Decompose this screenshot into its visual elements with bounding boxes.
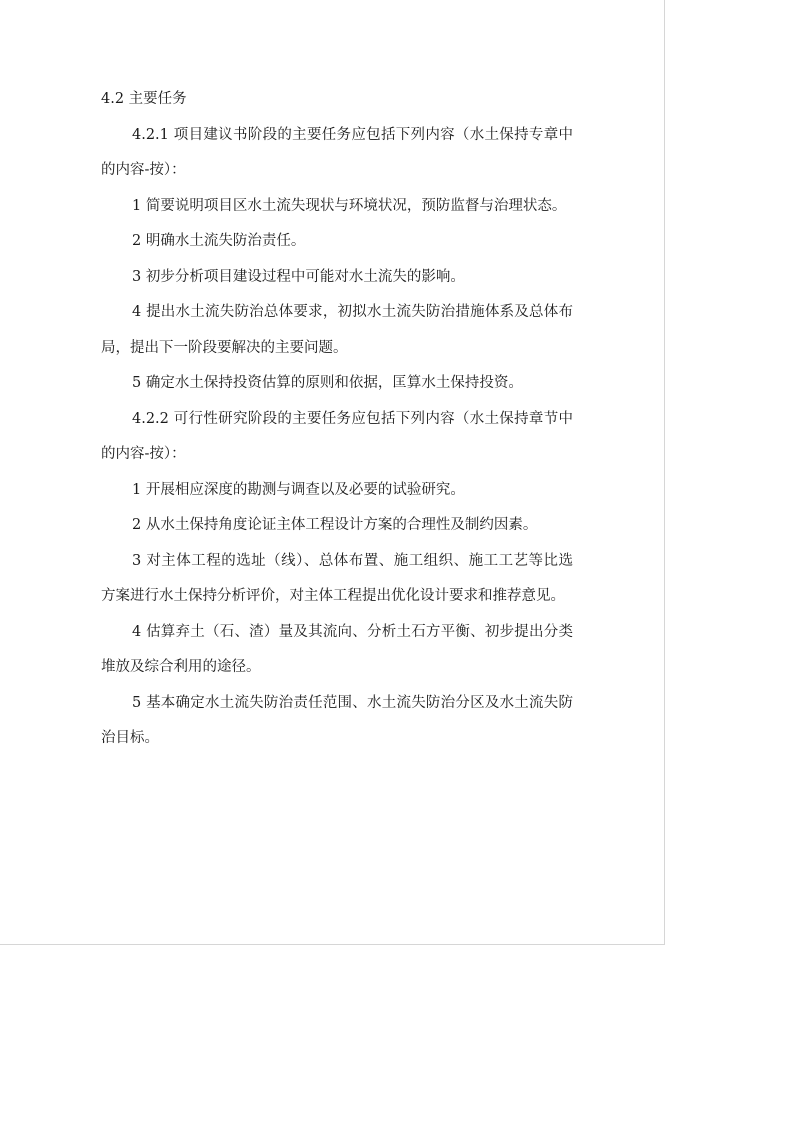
- paragraph-item: 4 提出水土流失防治总体要求，初拟水土流失防治措施体系及总体布局，提出下一阶段要解决的主要问题。: [101, 304, 573, 356]
- document-body: [101, 82, 573, 757]
- paragraph-item: 1 简要说明项目区水土流失现状与环境状况，预防监督与治理状态。: [132, 197, 567, 214]
- paragraph-item: 3 对主体工程的选址（线）、总体布置、施工组织、施工工艺等比选方案进行水土保持分析评价，对主体工程提出优化设计要求和推荐意见。: [101, 552, 573, 604]
- paragraph-item: 5 基本确定水土流失防治责任范围、水土流失防治分区及水土流失防治目标。: [101, 694, 573, 746]
- paragraph-item: 3 初步分析项目建设过程中可能对水土流失的影响。: [132, 268, 465, 285]
- paragraph-item: 5 确定水土保持投资估算的原则和依据，匡算水土保持投资。: [132, 375, 523, 391]
- paragraph-item: 1 开展相应深度的勘测与调查以及必要的试验研究。: [132, 481, 465, 498]
- paragraph-4-2-2: 4.2.2 可行性研究阶段的主要任务应包括下列内容（水土保持章节中的内容-按）：: [101, 410, 573, 462]
- paragraph-4-2-1: 4.2.1 项目建议书阶段的主要任务应包括下列内容（水土保持专章中的内容-按）：: [101, 126, 573, 178]
- paragraph-item: 4 估算弃土（石、渣）量及其流向、分析土石方平衡、初步提出分类堆放及综合利用的途径。: [101, 623, 573, 675]
- section-heading: 4.2 主要任务: [101, 91, 187, 107]
- paragraph-item: 2 明确水土流失防治责任。: [132, 233, 306, 249]
- paragraph-item: 2 从水土保持角度论证主体工程设计方案的合理性及制约因素。: [132, 517, 538, 533]
